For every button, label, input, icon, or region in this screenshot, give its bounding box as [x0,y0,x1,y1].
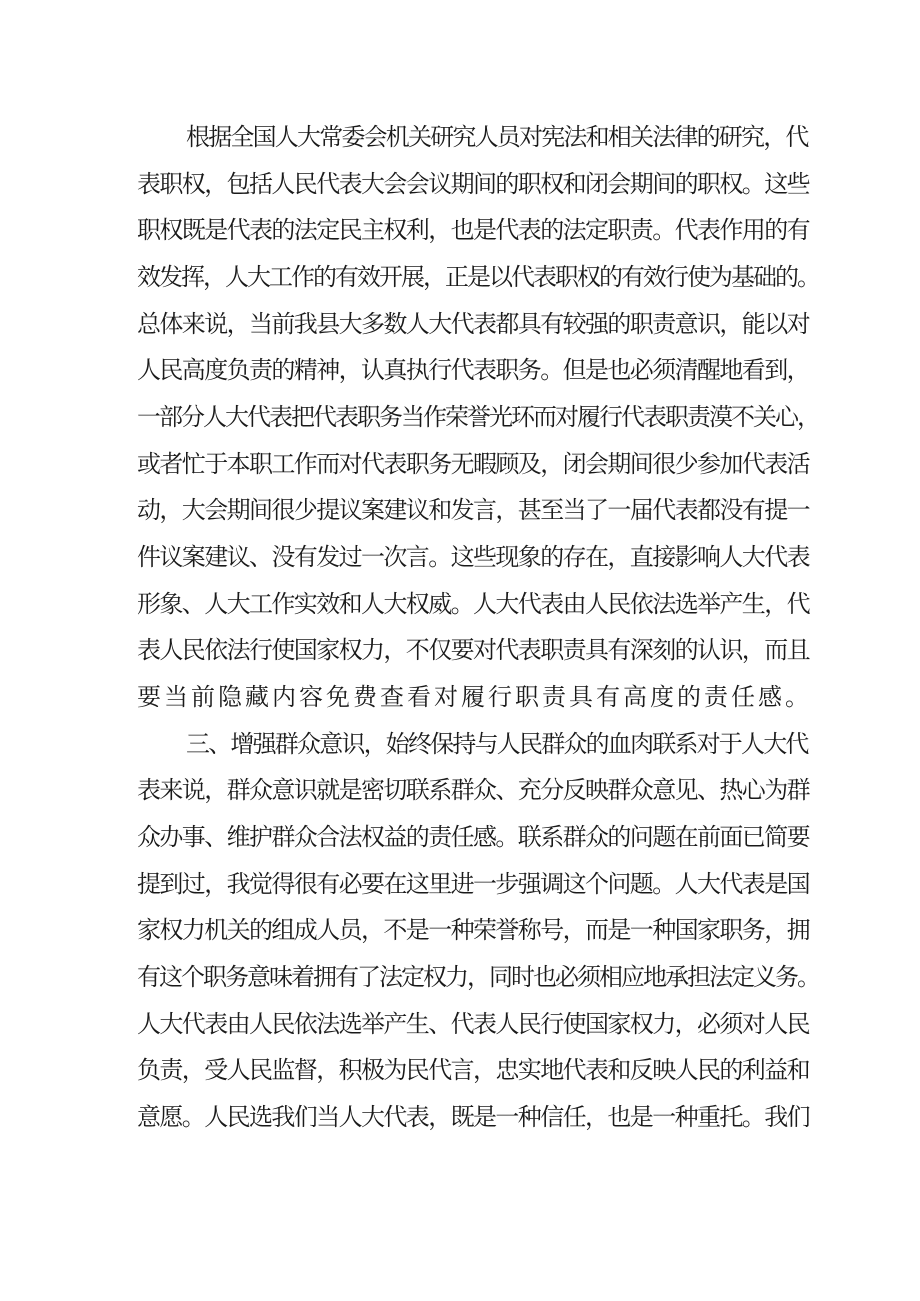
text-line: 总体来说，当前我县大多数人大代表都具有较强的职责意识，能以对 [137,310,809,338]
text-line: 人民高度负责的精神，认真执行代表职务。但是也必须清醒地看到， [137,356,809,384]
text-line: 形象、人大工作实效和人大权威。人大代表由人民依法选举产生，代 [137,590,809,618]
text-line: 众办事、维护群众合法权益的责任感。联系群众的问题在前面已简要 [137,823,809,851]
text-line: 或者忙于本职工作而对代表职务无暇顾及，闭会期间很少参加代表活 [137,450,809,478]
text-line: 件议案建议、没有发过一次言。这些现象的存在，直接影响人大代表 [137,543,809,571]
text-line: 表职权，包括人民代表大会会议期间的职权和闭会期间的职权。这些 [137,170,809,198]
text-line: 有这个职务意味着拥有了法定权力，同时也必须相应地承担法定义务。 [137,963,819,991]
text-line: 负责，受人民监督，积极为民代言，忠实地代表和反映人民的利益和 [137,1056,809,1084]
text-line: 人大代表由人民依法选举产生、代表人民行使国家权力，必须对人民 [137,1010,809,1038]
text-line: 效发挥，人大工作的有效开展，正是以代表职权的有效行使为基础的。 [137,263,819,291]
text-line: 根据全国人大常委会机关研究人员对宪法和相关法律的研究，代 [186,123,808,151]
text-line: 一部分人大代表把代表职务当作荣誉光环而对履行代表职责漠不关心， [137,403,819,431]
text-line: 要当前隐藏内容免费查看对履行职责具有高度的责任感。 [137,683,812,711]
text-line: 职权既是代表的法定民主权利，也是代表的法定职责。代表作用的有 [137,216,809,244]
text-line: 提到过，我觉得很有必要在这里进一步强调这个问题。人大代表是国 [137,870,809,898]
text-line: 三、增强群众意识，始终保持与人民群众的血肉联系对于人大代 [186,730,808,758]
text-line: 动，大会期间很少提议案建议和发言，甚至当了一届代表都没有提一 [137,496,809,524]
text-line: 家权力机关的组成人员，不是一种荣誉称号，而是一种国家职务，拥 [137,916,809,944]
text-line: 表人民依法行使国家权力，不仅要对代表职责具有深刻的认识，而且 [137,636,809,664]
text-line: 表来说，群众意识就是密切联系群众、充分反映群众意见、热心为群 [137,776,809,804]
text-line: 意愿。人民选我们当人大代表，既是一种信任，也是一种重托。我们 [137,1103,809,1131]
